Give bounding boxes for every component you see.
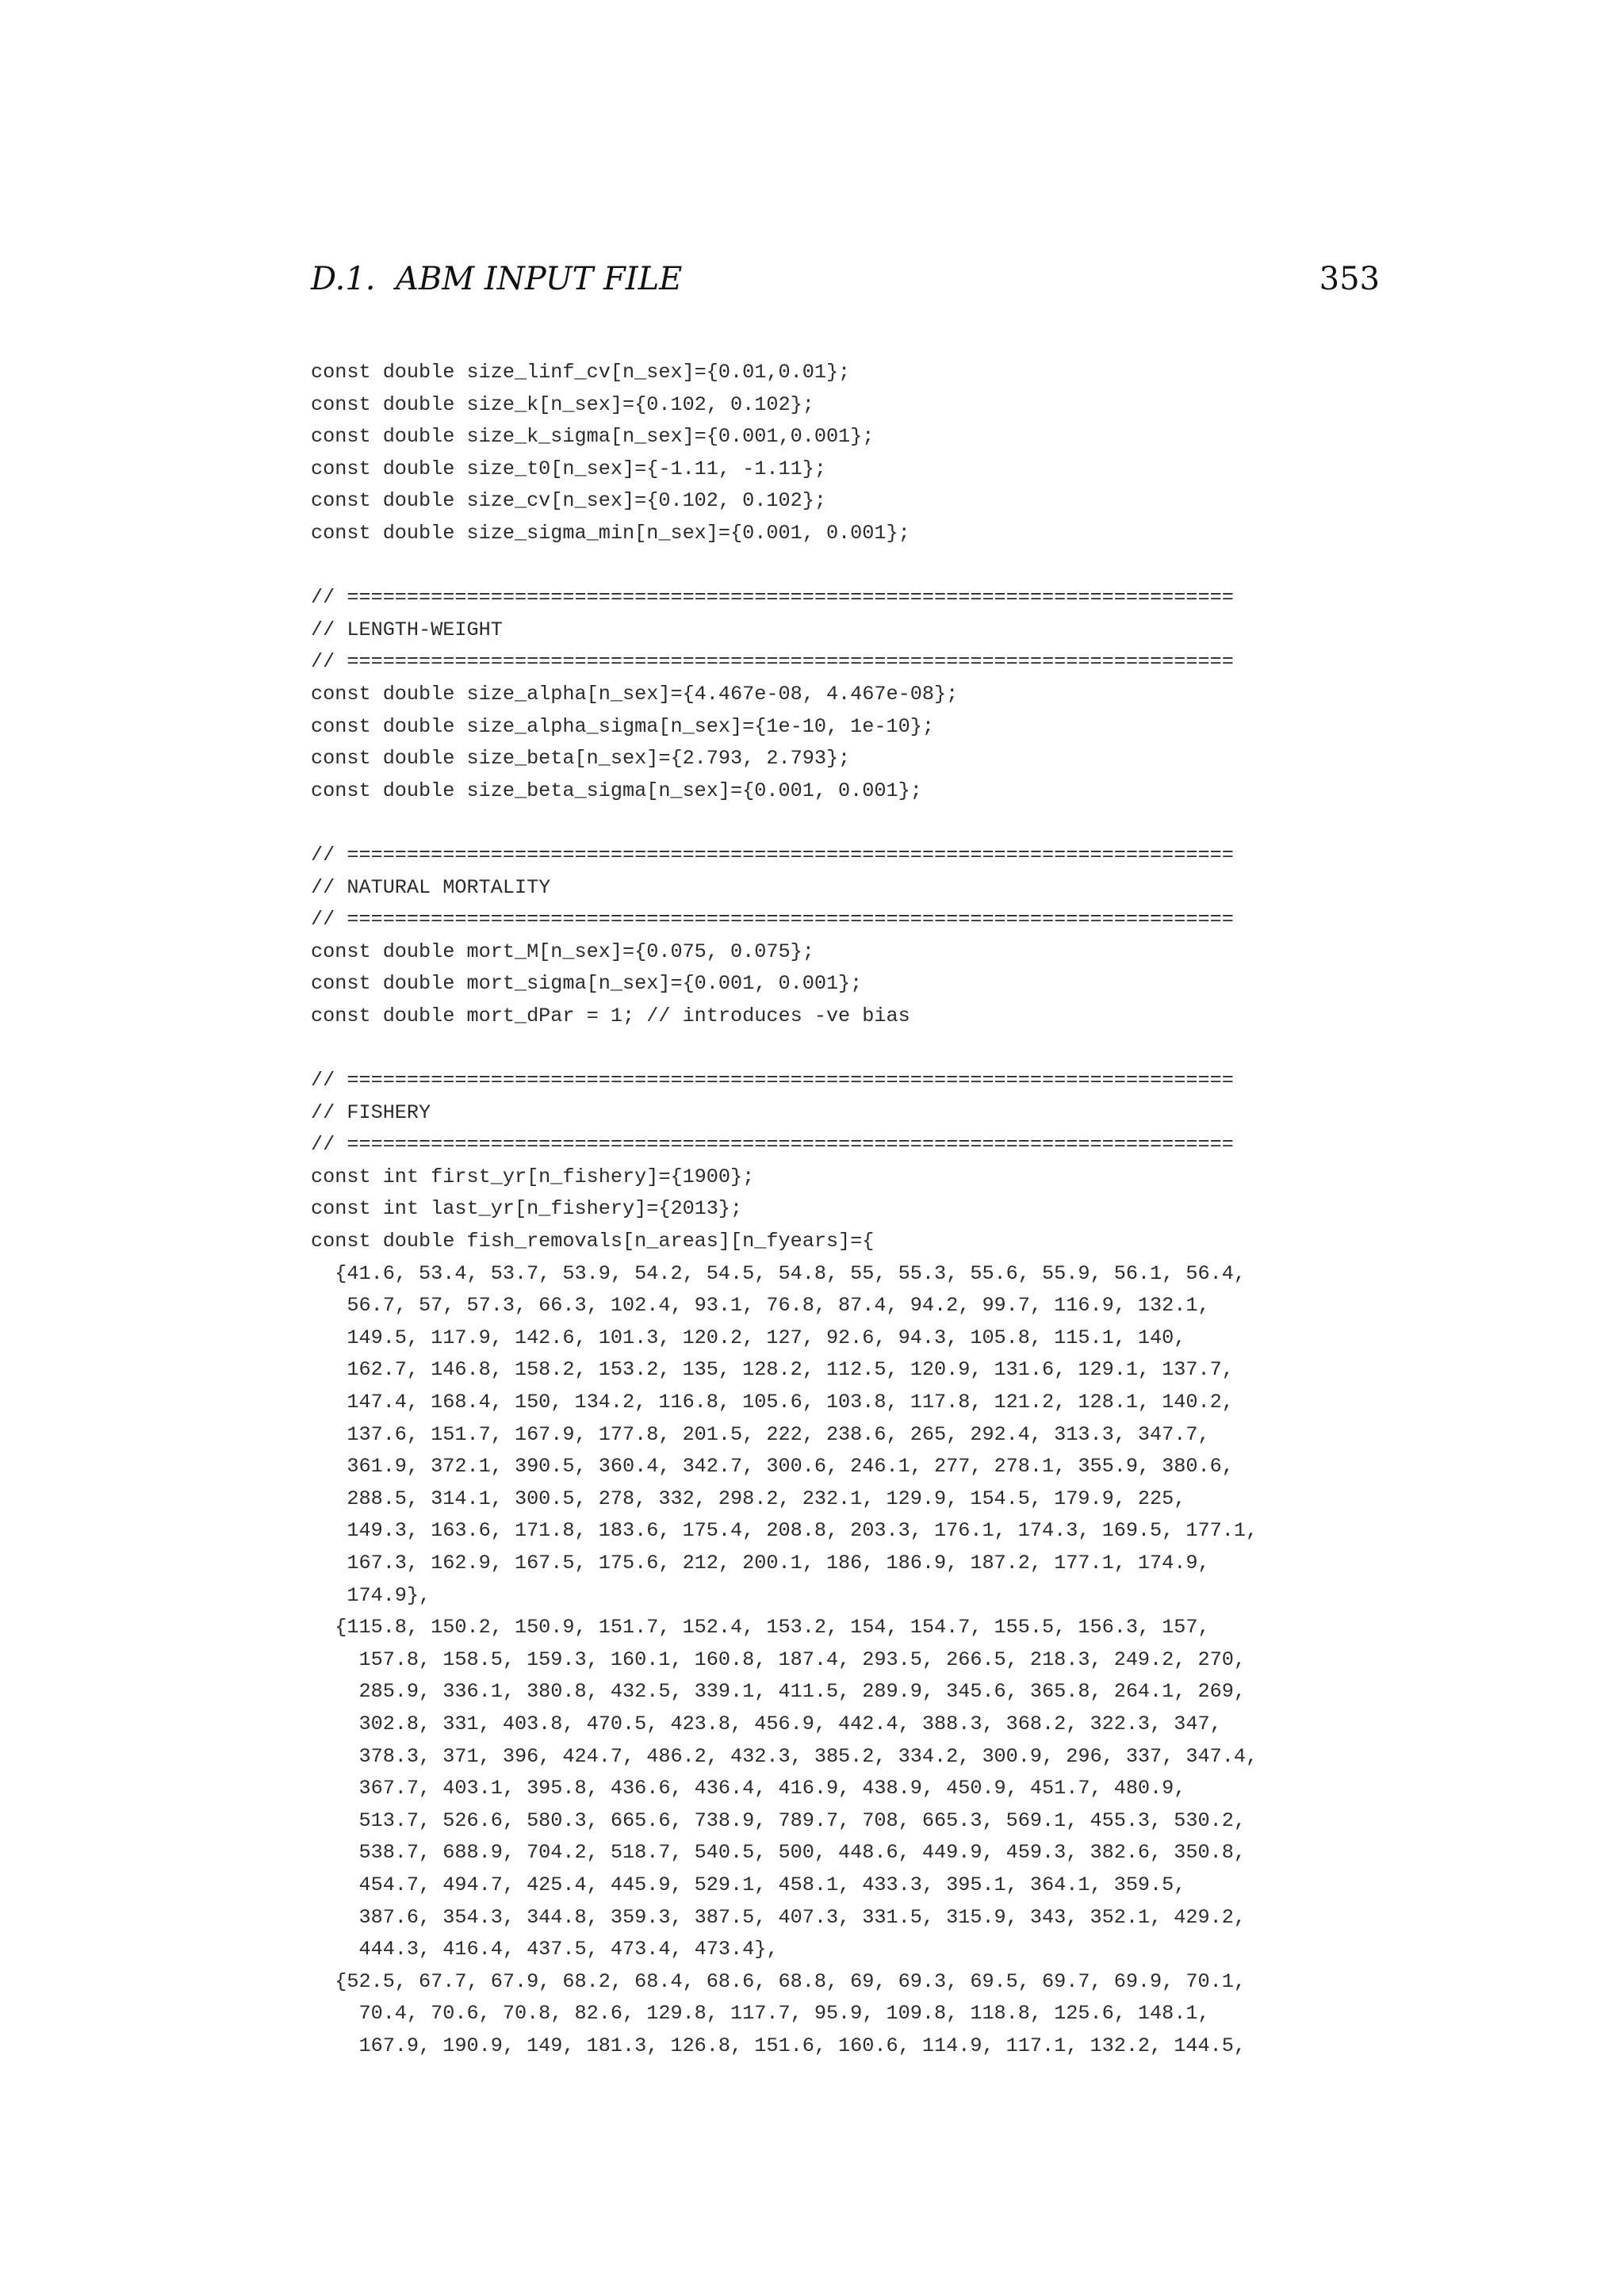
code-line: const double size_beta[n_sex]={2.793, 2.793}; [311, 747, 851, 771]
code-line: // ========================================================================== [311, 586, 1234, 610]
code-line: // ========================================================================== [311, 1133, 1234, 1157]
code-line: // ========================================================================== [311, 908, 1234, 932]
code-line: 174.9}, [311, 1583, 431, 1607]
code-line: const double size_beta_sigma[n_sex]={0.001, 0.001}; [311, 779, 922, 802]
blank-line [311, 1032, 1389, 1065]
code-line: const double mort_sigma[n_sex]={0.001, 0.001}; [311, 972, 863, 996]
code-line: 167.3, 162.9, 167.5, 175.6, 212, 200.1, 186, 186.9, 187.2, 177.1, 174.9, [311, 1551, 1210, 1575]
code-line: const double mort_M[n_sex]={0.075, 0.075}; [311, 939, 814, 963]
code-line: const double size_cv[n_sex]={0.102, 0.102}; [311, 489, 826, 513]
code-line: 288.5, 314.1, 300.5, 278, 332, 298.2, 232.1, 129.9, 154.5, 179.9, 225, [311, 1487, 1186, 1510]
code-line: 378.3, 371, 396, 424.7, 486.2, 432.3, 385.2, 334.2, 300.9, 296, 337, 347.4, [311, 1744, 1258, 1768]
code-line: const int first_yr[n_fishery]={1900}; [311, 1165, 755, 1188]
code-line: // LENGTH-WEIGHT [311, 618, 503, 641]
code-line: 444.3, 416.4, 437.5, 473.4, 473.4}, [311, 1938, 779, 1961]
code-line: const double size_alpha_sigma[n_sex]={1e-10, 1e-10}; [311, 714, 934, 738]
code-line: 56.7, 57, 57.3, 66.3, 102.4, 93.1, 76.8, 87.4, 94.2, 99.7, 116.9, 132.1, [311, 1294, 1210, 1318]
code-line: 162.7, 146.8, 158.2, 153.2, 135, 128.2, 112.5, 120.9, 131.6, 129.1, 137.7, [311, 1358, 1234, 1382]
code-line: const int last_yr[n_fishery]={2013}; [311, 1197, 743, 1221]
code-line: const double size_alpha[n_sex]={4.467e-08, 4.467e-08}; [311, 682, 959, 706]
code-line: // ========================================================================== [311, 650, 1234, 674]
code-line: 137.6, 151.7, 167.9, 177.8, 201.5, 222, 238.6, 265, 292.4, 313.3, 347.7, [311, 1422, 1210, 1446]
code-line: // ========================================================================== [311, 1069, 1234, 1093]
code-line: const double size_t0[n_sex]={-1.11, -1.11}; [311, 457, 826, 480]
code-line: const double size_linf_cv[n_sex]={0.01,0.01}; [311, 361, 851, 384]
code-line: 367.7, 403.1, 395.8, 436.6, 436.4, 416.9, 438.9, 450.9, 451.7, 480.9, [311, 1777, 1186, 1800]
code-line: {115.8, 150.2, 150.9, 151.7, 152.4, 153.2, 154, 154.7, 155.5, 156.3, 157, [311, 1616, 1210, 1640]
code-line: // NATURAL MORTALITY [311, 875, 551, 899]
code-line: 157.8, 158.5, 159.3, 160.1, 160.8, 187.4, 293.5, 266.5, 218.3, 249.2, 270, [311, 1647, 1246, 1671]
code-line: const double mort_dPar = 1; // introduces -ve bias [311, 1004, 910, 1027]
code-line: 147.4, 168.4, 150, 134.2, 116.8, 105.6, 103.8, 117.8, 121.2, 128.1, 140.2, [311, 1391, 1234, 1414]
blank-line [311, 550, 1389, 583]
code-line: // ========================================================================== [311, 843, 1234, 867]
blank-line [311, 807, 1389, 840]
code-line: 167.9, 190.9, 149, 181.3, 126.8, 151.6, 160.6, 114.9, 117.1, 132.2, 144.5, [311, 2034, 1246, 2057]
code-listing [311, 357, 1389, 2062]
code-line: 285.9, 336.1, 380.8, 432.5, 339.1, 411.5, 289.9, 345.6, 365.8, 264.1, 269, [311, 1680, 1246, 1704]
code-line: 149.5, 117.9, 142.6, 101.3, 120.2, 127, 92.6, 94.3, 105.8, 115.1, 140, [311, 1326, 1186, 1349]
section-title: D.1. ABM INPUT FILE [311, 261, 683, 297]
code-line: 149.3, 163.6, 171.8, 183.6, 175.4, 208.8, 203.3, 176.1, 174.3, 169.5, 177.1, [311, 1519, 1258, 1543]
code-line: const double fish_removals[n_areas][n_fyears]={ [311, 1230, 875, 1253]
code-line: const double size_k_sigma[n_sex]={0.001,0.001}; [311, 425, 875, 449]
page-number: 353 [1319, 261, 1380, 297]
code-line: 538.7, 688.9, 704.2, 518.7, 540.5, 500, 448.6, 449.9, 459.3, 382.6, 350.8, [311, 1841, 1246, 1865]
code-line: const double size_k[n_sex]={0.102, 0.102}; [311, 392, 814, 416]
page-header [311, 254, 1380, 304]
code-line: 70.4, 70.6, 70.8, 82.6, 129.8, 117.7, 95.9, 109.8, 118.8, 125.6, 148.1, [311, 2002, 1210, 2026]
code-line: 387.6, 354.3, 344.8, 359.3, 387.5, 407.3, 331.5, 315.9, 343, 352.1, 429.2, [311, 1905, 1246, 1929]
code-line: 302.8, 331, 403.8, 470.5, 423.8, 456.9, 442.4, 388.3, 368.2, 322.3, 347, [311, 1712, 1222, 1735]
code-line: {52.5, 67.7, 67.9, 68.2, 68.4, 68.6, 68.8, 69, 69.3, 69.5, 69.7, 69.9, 70.1, [311, 1969, 1246, 1993]
code-line: // FISHERY [311, 1100, 431, 1124]
code-line: 513.7, 526.6, 580.3, 665.6, 738.9, 789.7, 708, 665.3, 569.1, 455.3, 530.2, [311, 1808, 1246, 1832]
code-line: {41.6, 53.4, 53.7, 53.9, 54.2, 54.5, 54.8, 55, 55.3, 55.6, 55.9, 56.1, 56.4, [311, 1261, 1246, 1285]
code-line: 361.9, 372.1, 390.5, 360.4, 342.7, 300.6, 246.1, 277, 278.1, 355.9, 380.6, [311, 1455, 1234, 1479]
code-line: const double size_sigma_min[n_sex]={0.001, 0.001}; [311, 521, 910, 545]
code-line: 454.7, 494.7, 425.4, 445.9, 529.1, 458.1, 433.3, 395.1, 364.1, 359.5, [311, 1873, 1186, 1896]
